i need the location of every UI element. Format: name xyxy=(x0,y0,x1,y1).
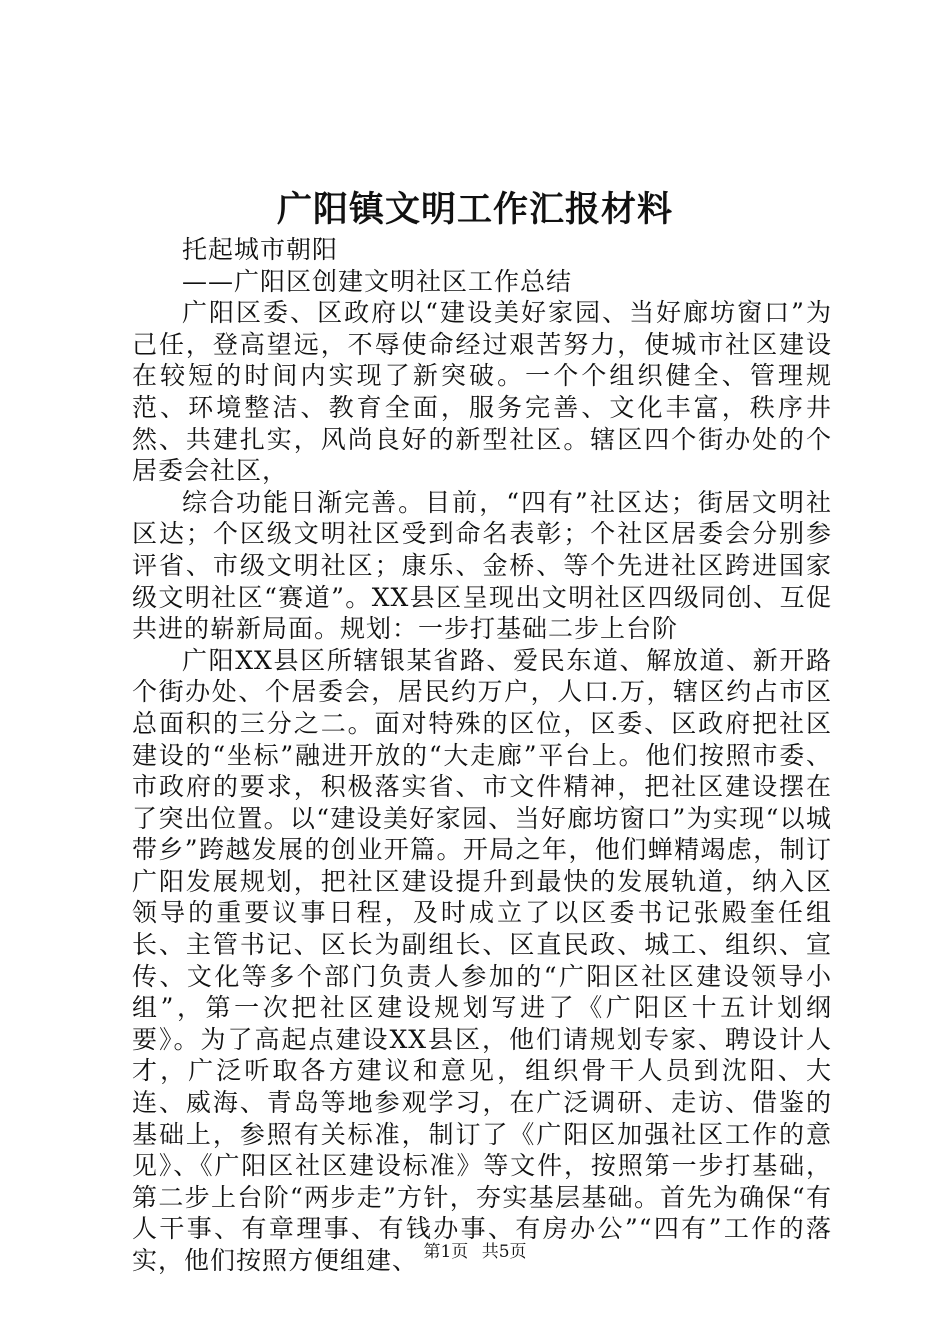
subtitle-dash-line: ——广阳区创建文明社区工作总结 xyxy=(182,266,573,296)
page-number: 第1页 xyxy=(423,1242,469,1262)
document-title: 广阳镇文明工作汇报材料 xyxy=(276,189,673,230)
page-total: 共5页 xyxy=(481,1242,527,1262)
body-paragraph: 广阳XX县区所辖银某省路、爱民东道、解放道、新开路个街办处、个居委会，居民约万户，人口.万，辖区约占市区总面积的三分之二。面对特殊的区位，区委、区政府把社区建设的“坐标”融进开放的“大走廊”平台上。他们按照市委、市政府的要求，积极落实省、市文件精神，把社区建设摆在了突出位置。以“建设美好家园、当好廊坊窗口”为实现“以城带乡”跨越发展的创业开篇。开局之年，他们蝉精竭虑，制订广阳发展规划，把社区建设提升到最快的发展轨道，纳入区领导的重要议事日程，及时成立了以区委书记张殿奎任组长、主管书记、区长为副组长、区直民政、城工、组织、宣传、文化等多个部门负责人参加的“广阳区社区建设领导小组”，第一次把社区建设规划写进了《广阳区十五计划纲要》。为了高起点建设XX县区，他们请规划专家、聘设计人才，广泛听取各方建议和意见，组织骨干人员到沈阳、大连、威海、青岛等地参观学习，在广泛调研、走访、借鉴的基础上，参照有关标准，制订了《广阳区加强社区工作的意见》、《广阳区社区建设标准》等文件，按照第一步打基础，第二步上台阶“两步走”方针，夯实基层基础。首先为确保“有人干事、有章理事、有钱办事、有房办公”“四有”工作的落实，他们按照方便组建、 xyxy=(132,645,832,1275)
body-paragraph: 综合功能日渐完善。目前，“四有”社区达；街居文明社区达；个区级文明社区受到命名表彰；个社区居委会分别参评省、市级文明社区；康乐、金桥、等个先进社区跨进国家级文明社区“赛道”。XX县区呈现出文明社区四级同创、互促共进的崭新局面。规划：一步打基础二步上台阶 xyxy=(132,487,832,644)
page-footer xyxy=(0,1240,950,1264)
subtitle-line: 托起城市朝阳 xyxy=(182,235,339,264)
document-body xyxy=(132,234,832,1277)
body-paragraph: 广阳区委、区政府以“建设美好家园、当好廊坊窗口”为己任，登高望远，不辱使命经过艰苦努力，使城市社区建设在较短的时间内实现了新突破。一个个组织健全、管理规范、环境整洁、教育全面，服务完善、文化丰富，秩序井然、共建扎实，风尚良好的新型社区。辖区四个街办处的个居委会社区， xyxy=(132,298,832,486)
